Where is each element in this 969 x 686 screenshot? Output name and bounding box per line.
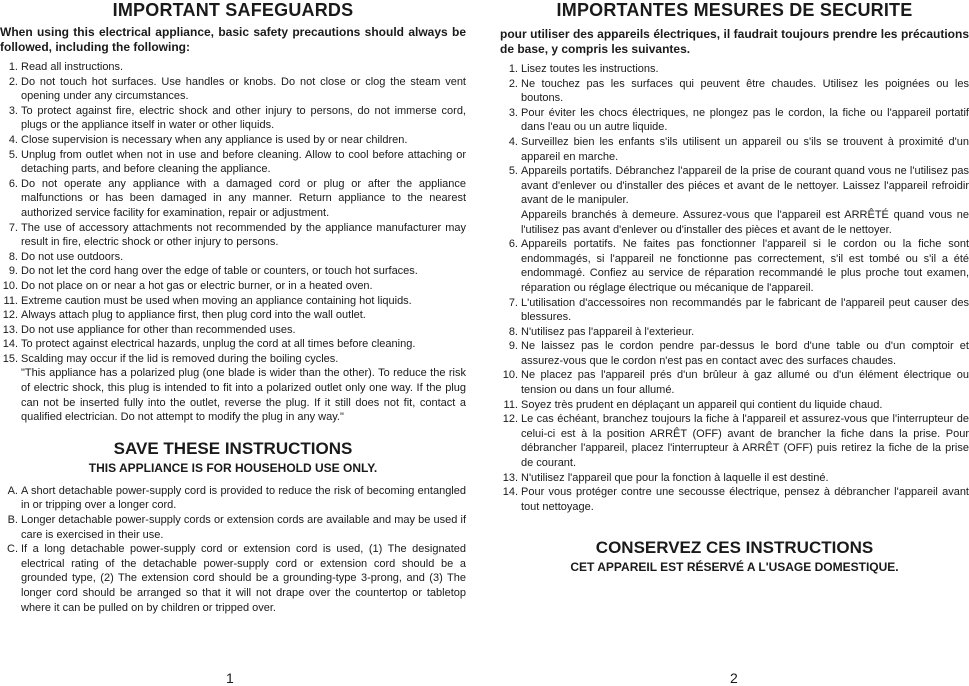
item-number: 1. <box>8 61 18 73</box>
list-item <box>500 296 969 325</box>
item-number: B. <box>7 514 18 527</box>
list-item <box>500 412 969 470</box>
right-title: IMPORTANTES MESURES DE SECURITE <box>556 0 913 20</box>
list-item <box>500 471 969 486</box>
item-number: 3. <box>8 104 18 117</box>
list-item <box>0 513 466 542</box>
item-text: Scalding may occur if the lid is removed during the boiling cycles. <box>21 352 339 365</box>
item-text: Appareils portatifs. Ne faites pas fonctionner l'appareil si le cordon ou la fiche sont endommagés, si l'appareil ne fonctionne pas correctement, s'il est tombé ou s'il a été endommagé. Confiez au service de réparation recommandé le plus proche tout examen, réparation ou réglage électrique ou mécanique de l'appareil. <box>521 238 969 294</box>
item-number: 4. <box>508 135 518 148</box>
page-number-left: 1 <box>226 670 234 686</box>
right-safeguard-list <box>500 62 969 514</box>
list-item <box>500 325 969 340</box>
item-text: Lisez toutes les instructions. <box>521 63 659 75</box>
list-item <box>0 323 466 338</box>
list-item <box>500 135 969 164</box>
item-number: 8. <box>8 250 18 263</box>
item-number: 5. <box>508 165 518 178</box>
list-item <box>0 148 466 177</box>
item-text: "This appliance has a polarized plug (one blade is wider than the other). To reduce the risk of electric shock, this plug is intended to fit into a polarized outlet only one way. If the plug can not be inserted fully into the outlet, reverse the plug. If it still does not fit, contact a qualified electrician. Do not attempt to modify the plug in any way." <box>21 367 466 424</box>
list-item <box>0 221 466 250</box>
left-save-title: SAVE THESE INSTRUCTIONS <box>113 438 353 458</box>
item-text: Ne laissez pas le cordon pendre par-dessus le bord d'une table ou d'un comptoir et assurez-vous que le cordon n'est pas en contact avec des surfaces chaudes. <box>521 340 969 367</box>
item-text: Do not touch hot surfaces. Use handles or knobs. Do not close or clog the steam vent opening under any circumstances. <box>21 75 466 103</box>
item-number: 11. <box>3 294 18 307</box>
list-item <box>500 237 969 295</box>
item-text: Do not place on or near a hot gas or electric burner, or in a heated oven. <box>21 279 373 292</box>
item-number: 1. <box>508 63 518 75</box>
page-right <box>500 0 969 575</box>
item-number: 7. <box>508 296 518 309</box>
list-item <box>0 337 466 352</box>
item-text: Do not let the cord hang over the edge of table or counters, or touch hot surfaces. <box>21 265 418 278</box>
item-number: 9. <box>8 265 18 278</box>
item-number: 10. <box>502 369 518 382</box>
item-number: 14. <box>502 486 518 499</box>
list-item <box>500 339 969 368</box>
left-household-note: THIS APPLIANCE IS FOR HOUSEHOLD USE ONLY. <box>88 460 378 475</box>
list-item <box>500 485 969 514</box>
item-number: 13. <box>2 323 18 336</box>
left-safeguard-list <box>0 60 466 425</box>
item-number: 10. <box>2 279 18 292</box>
left-title: IMPORTANT SAFEGUARDS <box>112 0 354 20</box>
item-text: If a long detachable power-supply cord or extension cord is used, (1) The designated electrical rating of the detachable power-supply cord or extension cord should be a grounded type, (2) The extension cord should be a grounding-type 3-prong, and (3) The longer cord should be arranged so that it will not drape over the countertop or tabletop where it can be pulled on by children or tripped over. <box>21 543 466 614</box>
right-intro: pour utiliser des appareils électriques, il faudrait toujours prendre les précautions de base, y compris les suivantes. <box>500 27 969 56</box>
page-left <box>0 0 466 615</box>
item-number: 6. <box>8 177 18 190</box>
item-number: A. <box>7 484 18 497</box>
list-item <box>0 352 466 367</box>
item-text: Read all instructions. <box>21 61 124 73</box>
item-number: 3. <box>508 106 518 119</box>
item-number: 7. <box>8 221 18 234</box>
list-item <box>500 62 969 77</box>
item-number: 8. <box>508 325 518 338</box>
list-item <box>0 75 466 104</box>
list-item <box>500 368 969 397</box>
list-item <box>0 484 466 513</box>
item-text: Unplug from outlet when not in use and before cleaning. Allow to cool before attaching or detaching parts, and before cleaning the appliance. <box>21 148 466 176</box>
item-text: Ne touchez pas les surfaces qui peuvent être chaudes. Utilisez les poignées ou les boutons. <box>521 77 969 105</box>
item-text: Soyez très prudent en déplaçant un appareil qui contient du liquide chaud. <box>521 398 883 411</box>
item-text: A short detachable power-supply cord is provided to reduce the risk of becoming entangled in or tripping over a longer cord. <box>21 484 466 512</box>
item-number: 12. <box>2 309 18 322</box>
item-text: Longer detachable power-supply cords or extension cords are available and may be used if care is exercised in their use. <box>21 514 466 541</box>
item-number: 9. <box>508 340 518 353</box>
item-number: 12. <box>502 413 518 426</box>
item-text: Pour vous protéger contre une secousse électrique, pensez à débrancher l'appareil avant tout nettoyage. <box>521 486 969 513</box>
page-number-right: 2 <box>730 670 738 686</box>
item-text: The use of accessory attachments not recommended by the appliance manufacturer may result in fire, electric shock or other injury to persons. <box>21 221 466 249</box>
item-text: L'utilisation d'accessoires non recommandés par le fabricant de l'appareil peut causer des blessures. <box>521 296 969 324</box>
item-number: 15. <box>2 352 18 365</box>
item-text: To protect against electrical hazards, unplug the cord at all times before cleaning. <box>21 338 416 351</box>
item-number: 6. <box>508 238 518 251</box>
list-item <box>0 60 466 75</box>
list-item <box>0 366 466 424</box>
left-intro: When using this electrical appliance, basic safety precautions should always be followed, including the following: <box>0 25 466 54</box>
item-number: 2. <box>8 75 18 88</box>
item-number: 14. <box>2 338 18 351</box>
item-text: Le cas échéant, branchez toujours la fiche à l'appareil et assurez-vous que l'interrupteur de celui-ci est à la position ARRÊT (OFF) avant de brancher la fiche dans la prise. Pour débrancher l'appareil, placez l'interrupteur à ARRÊT (OFF) puis retirez la fiche de la prise de courant. <box>521 413 969 470</box>
item-text: Always attach plug to appliance first, then plug cord into the wall outlet. <box>21 309 366 322</box>
list-item <box>0 104 466 133</box>
item-text: Ne placez pas l'appareil prés d'un brûleur à gaz allumé ou d'un élément électrique ou tension ou dans un four allumé. <box>521 369 969 397</box>
list-item <box>0 279 466 294</box>
item-text: Extreme caution must be used when moving an appliance containing hot liquids. <box>21 294 412 307</box>
list-item <box>0 308 466 323</box>
list-item <box>0 177 466 221</box>
list-item <box>500 208 969 237</box>
list-item <box>500 106 969 135</box>
right-household-note: CET APPAREIL EST RÉSERVÉ A L'USAGE DOMESTIQUE. <box>570 560 899 575</box>
item-text: Appareils portatifs. Débranchez l'appareil de la prise de courant quand vous ne l'utilisez pas avant d'enlever ou d'installer des piéces et avant de le nettoyer. Laissez l'appareil refroidir avant de le manipuler. <box>521 165 969 207</box>
item-text: To protect against fire, electric shock and other injury to persons, do not immerse cord, plugs or the appliance itself in water or other liquids. <box>21 104 466 132</box>
item-text: Do not operate any appliance with a damaged cord or plug or after the appliance malfunctions or has been damaged in any manner. Return appliance to the nearest authorized service facility for examination, repair or adjustment. <box>21 177 466 219</box>
item-number: C. <box>7 543 18 556</box>
list-item <box>0 294 466 309</box>
item-text: Appareils branchés à demeure. Assurez-vous que l'appareil est ARRÊTÉ quand vous ne l'utilisez pas avant d'enlever ou d'installer des pièces et avant de le nettoyer. <box>521 208 969 236</box>
list-item <box>0 133 466 148</box>
list-item <box>0 250 466 265</box>
item-number: 11. <box>503 398 518 411</box>
item-text: Do not use appliance for other than recommended uses. <box>21 323 296 336</box>
list-item <box>0 542 466 615</box>
list-item <box>500 77 969 106</box>
item-text: Do not use outdoors. <box>21 250 124 263</box>
item-text: Pour éviter les chocs électriques, ne plongez pas le cordon, la fiche ou l'appareil portatif dans l'eau ou un autre liquide. <box>521 106 969 134</box>
left-cord-list <box>0 484 466 615</box>
item-text: N'utilisez l'appareil que pour la fonction à laquelle il est destiné. <box>521 471 829 484</box>
item-number: 13. <box>502 471 518 484</box>
item-text: N'utilisez pas l'appareil à l'exterieur. <box>521 325 695 338</box>
item-number: 5. <box>8 148 18 161</box>
item-number: 4. <box>8 133 18 146</box>
item-text: Surveillez bien les enfants s'ils utilisent un appareil ou s'ils se trouvent à proximité d'un appareil en marche. <box>521 135 969 163</box>
item-text: Close supervision is necessary when any appliance is used by or near children. <box>21 133 408 146</box>
list-item <box>500 164 969 208</box>
right-save-title: CONSERVEZ CES INSTRUCTIONS <box>595 538 874 558</box>
item-number: 2. <box>508 77 518 90</box>
list-item <box>500 398 969 413</box>
list-item <box>0 264 466 279</box>
